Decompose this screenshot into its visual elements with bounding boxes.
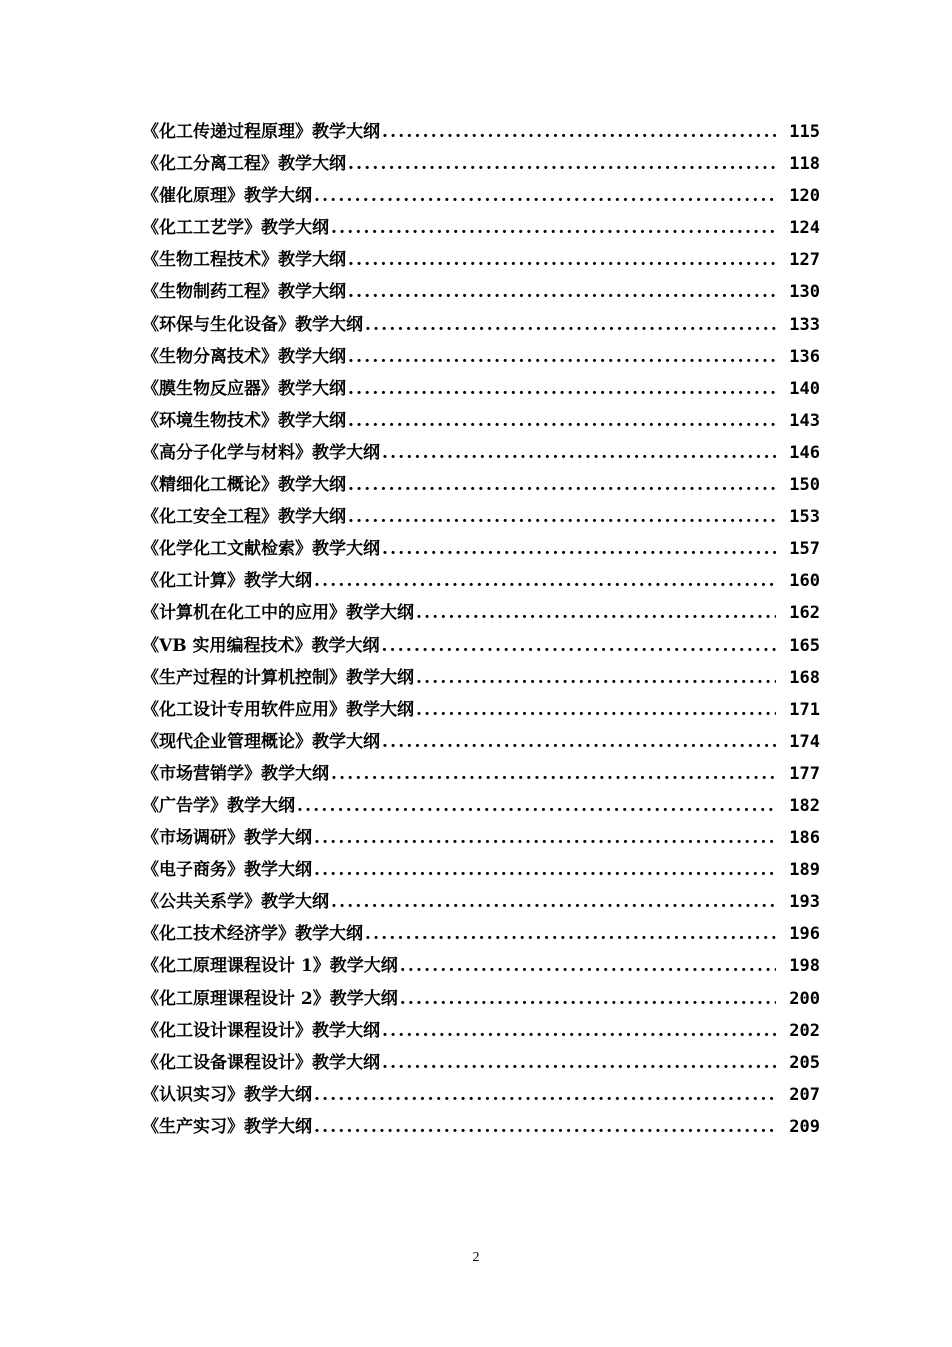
toc-dot-leader xyxy=(382,1047,776,1079)
toc-entry[interactable] xyxy=(142,662,820,694)
toc-dot-leader xyxy=(331,886,776,918)
toc-entry-page: 133 xyxy=(789,314,820,335)
toc-entry-page: 143 xyxy=(789,410,820,431)
toc-entry-title: 《精细化工概论》教学大纲 xyxy=(142,475,346,496)
toc-entry[interactable] xyxy=(142,373,820,405)
toc-dot-leader xyxy=(416,694,776,726)
toc-dot-leader xyxy=(331,212,776,244)
toc-entry-page: 118 xyxy=(789,154,820,175)
toc-dot-leader xyxy=(348,244,776,276)
toc-entry-title: 《电子商务》教学大纲 xyxy=(142,860,312,881)
toc-entry-title: 《生物工程技术》教学大纲 xyxy=(142,250,346,271)
toc-entry-title: 《化工分离工程》教学大纲 xyxy=(142,154,346,175)
toc-entry-title: 《环境生物技术》教学大纲 xyxy=(142,410,346,431)
toc-entry-page: 115 xyxy=(789,122,820,142)
toc-entry[interactable] xyxy=(142,244,820,276)
toc-entry-page: 207 xyxy=(789,1084,820,1105)
toc-entry-title: 《计算机在化工中的应用》教学大纲 xyxy=(142,603,414,624)
toc-entry-title: 《生物分离技术》教学大纲 xyxy=(142,346,346,367)
toc-entry-page: 120 xyxy=(789,186,820,207)
toc-entry-page: 136 xyxy=(789,346,820,367)
toc-entry-title: 《生产实习》教学大纲 xyxy=(142,1116,312,1137)
toc-entry[interactable] xyxy=(142,180,820,212)
toc-entry-page: 200 xyxy=(789,988,820,1009)
toc-entry-page: 130 xyxy=(789,282,820,303)
toc-entry-title: 《膜生物反应器》教学大纲 xyxy=(142,378,346,399)
toc-entry[interactable] xyxy=(142,950,820,982)
toc-entry-page: 182 xyxy=(789,795,820,816)
toc-dot-leader xyxy=(416,597,776,629)
toc-dot-leader xyxy=(400,950,776,982)
toc-entry-title: 《化工传递过程原理》教学大纲 xyxy=(142,122,380,142)
toc-entry-page: 127 xyxy=(789,250,820,271)
toc-dot-leader xyxy=(348,405,776,437)
toc-dot-leader xyxy=(382,533,776,565)
toc-entry-page: 140 xyxy=(789,378,820,399)
toc-entry-page: 205 xyxy=(789,1052,820,1073)
toc-entry[interactable] xyxy=(142,309,820,341)
toc-entry-title: 《化工工艺学》教学大纲 xyxy=(142,218,329,239)
toc-dot-leader xyxy=(382,1015,776,1047)
toc-entry[interactable] xyxy=(142,501,820,533)
toc-entry-page: 157 xyxy=(789,539,820,560)
toc-entry[interactable] xyxy=(142,597,820,629)
toc-dot-leader xyxy=(314,565,776,597)
toc-dot-leader xyxy=(365,309,776,341)
toc-entry[interactable] xyxy=(142,758,820,790)
toc-entry-title: 《化工原理课程设计 2》教学大纲 xyxy=(142,988,398,1009)
toc-entry-page: 171 xyxy=(789,699,820,720)
toc-entry-page: 160 xyxy=(789,571,820,592)
toc-dot-leader xyxy=(348,373,776,405)
toc-entry-title: 《化工设计课程设计》教学大纲 xyxy=(142,1020,380,1041)
toc-entry[interactable] xyxy=(142,469,820,501)
toc-dot-leader xyxy=(297,790,776,822)
toc-entry[interactable] xyxy=(142,983,820,1015)
toc-entry-page: 189 xyxy=(789,860,820,881)
toc-entry-page: 186 xyxy=(789,828,820,849)
toc-entry[interactable] xyxy=(142,212,820,244)
toc-entry-title: 《化工技术经济学》教学大纲 xyxy=(142,924,363,945)
toc-entry-title: 《VB 实用编程技术》教学大纲 xyxy=(142,635,380,656)
toc-dot-leader xyxy=(381,630,776,662)
table-of-contents xyxy=(142,116,820,1143)
toc-dot-leader xyxy=(382,116,776,148)
toc-entry-title: 《市场调研》教学大纲 xyxy=(142,828,312,849)
toc-entry[interactable] xyxy=(142,1079,820,1111)
toc-entry[interactable] xyxy=(142,1047,820,1079)
toc-entry[interactable] xyxy=(142,822,820,854)
toc-entry[interactable] xyxy=(142,726,820,758)
toc-entry-title: 《环保与生化设备》教学大纲 xyxy=(142,314,363,335)
toc-entry-title: 《生产过程的计算机控制》教学大纲 xyxy=(142,667,414,688)
toc-entry-title: 《公共关系学》教学大纲 xyxy=(142,892,329,913)
toc-entry-page: 146 xyxy=(789,442,820,463)
toc-entry[interactable] xyxy=(142,405,820,437)
toc-entry[interactable] xyxy=(142,1111,820,1143)
toc-entry-title: 《化工原理课程设计 1》教学大纲 xyxy=(142,956,398,977)
toc-entry-title: 《化工设备课程设计》教学大纲 xyxy=(142,1052,380,1073)
toc-entry-page: 162 xyxy=(789,603,820,624)
toc-dot-leader xyxy=(314,854,776,886)
toc-dot-leader xyxy=(348,341,776,373)
toc-dot-leader xyxy=(400,983,776,1015)
toc-dot-leader xyxy=(365,918,776,950)
toc-entry-title: 《现代企业管理概论》教学大纲 xyxy=(142,731,380,752)
toc-dot-leader xyxy=(314,1111,776,1143)
toc-entry[interactable] xyxy=(142,1015,820,1047)
toc-entry-title: 《化工安全工程》教学大纲 xyxy=(142,507,346,528)
toc-entry-title: 《化工设计专用软件应用》教学大纲 xyxy=(142,699,414,720)
toc-entry[interactable] xyxy=(142,533,820,565)
toc-entry-page: 209 xyxy=(789,1116,820,1137)
toc-entry-title: 《化工计算》教学大纲 xyxy=(142,571,312,592)
toc-entry[interactable] xyxy=(142,276,820,308)
toc-dot-leader xyxy=(382,726,776,758)
toc-entry-title: 《认识实习》教学大纲 xyxy=(142,1084,312,1105)
toc-entry-title: 《市场营销学》教学大纲 xyxy=(142,763,329,784)
toc-dot-leader xyxy=(348,276,776,308)
toc-dot-leader xyxy=(348,148,776,180)
toc-entry-page: 153 xyxy=(789,507,820,528)
toc-entry-title: 《催化原理》教学大纲 xyxy=(142,186,312,207)
toc-dot-leader xyxy=(314,1079,776,1111)
toc-dot-leader xyxy=(348,469,776,501)
toc-entry[interactable] xyxy=(142,341,820,373)
toc-entry-page: 150 xyxy=(789,475,820,496)
toc-entry-title: 《高分子化学与材料》教学大纲 xyxy=(142,442,380,463)
toc-entry[interactable] xyxy=(142,565,820,597)
toc-entry-page: 198 xyxy=(789,956,820,977)
toc-entry[interactable] xyxy=(142,886,820,918)
toc-entry-title: 《化学化工文献检索》教学大纲 xyxy=(142,539,380,560)
toc-dot-leader xyxy=(382,437,776,469)
toc-entry-page: 193 xyxy=(789,892,820,913)
toc-entry[interactable] xyxy=(142,630,820,662)
toc-dot-leader xyxy=(416,662,776,694)
toc-entry[interactable] xyxy=(142,790,820,822)
toc-entry-page: 124 xyxy=(789,218,820,239)
toc-dot-leader xyxy=(348,501,776,533)
toc-entry-page: 196 xyxy=(789,924,820,945)
toc-entry[interactable] xyxy=(142,437,820,469)
toc-entry-title: 《广告学》教学大纲 xyxy=(142,795,295,816)
toc-entry-page: 202 xyxy=(789,1020,820,1041)
toc-dot-leader xyxy=(314,180,776,212)
toc-entry-page: 165 xyxy=(789,635,820,656)
toc-entry[interactable] xyxy=(142,694,820,726)
toc-entry[interactable] xyxy=(142,854,820,886)
toc-entry-page: 177 xyxy=(789,763,820,784)
footer-page-number: 2 xyxy=(472,1250,480,1265)
toc-entry-page: 174 xyxy=(789,731,820,752)
toc-dot-leader xyxy=(314,822,776,854)
toc-entry-page: 168 xyxy=(789,667,820,688)
toc-dot-leader xyxy=(331,758,776,790)
toc-entry-title: 《生物制药工程》教学大纲 xyxy=(142,282,346,303)
toc-entry[interactable] xyxy=(142,116,820,148)
toc-entry[interactable] xyxy=(142,148,820,180)
toc-entry[interactable] xyxy=(142,918,820,950)
